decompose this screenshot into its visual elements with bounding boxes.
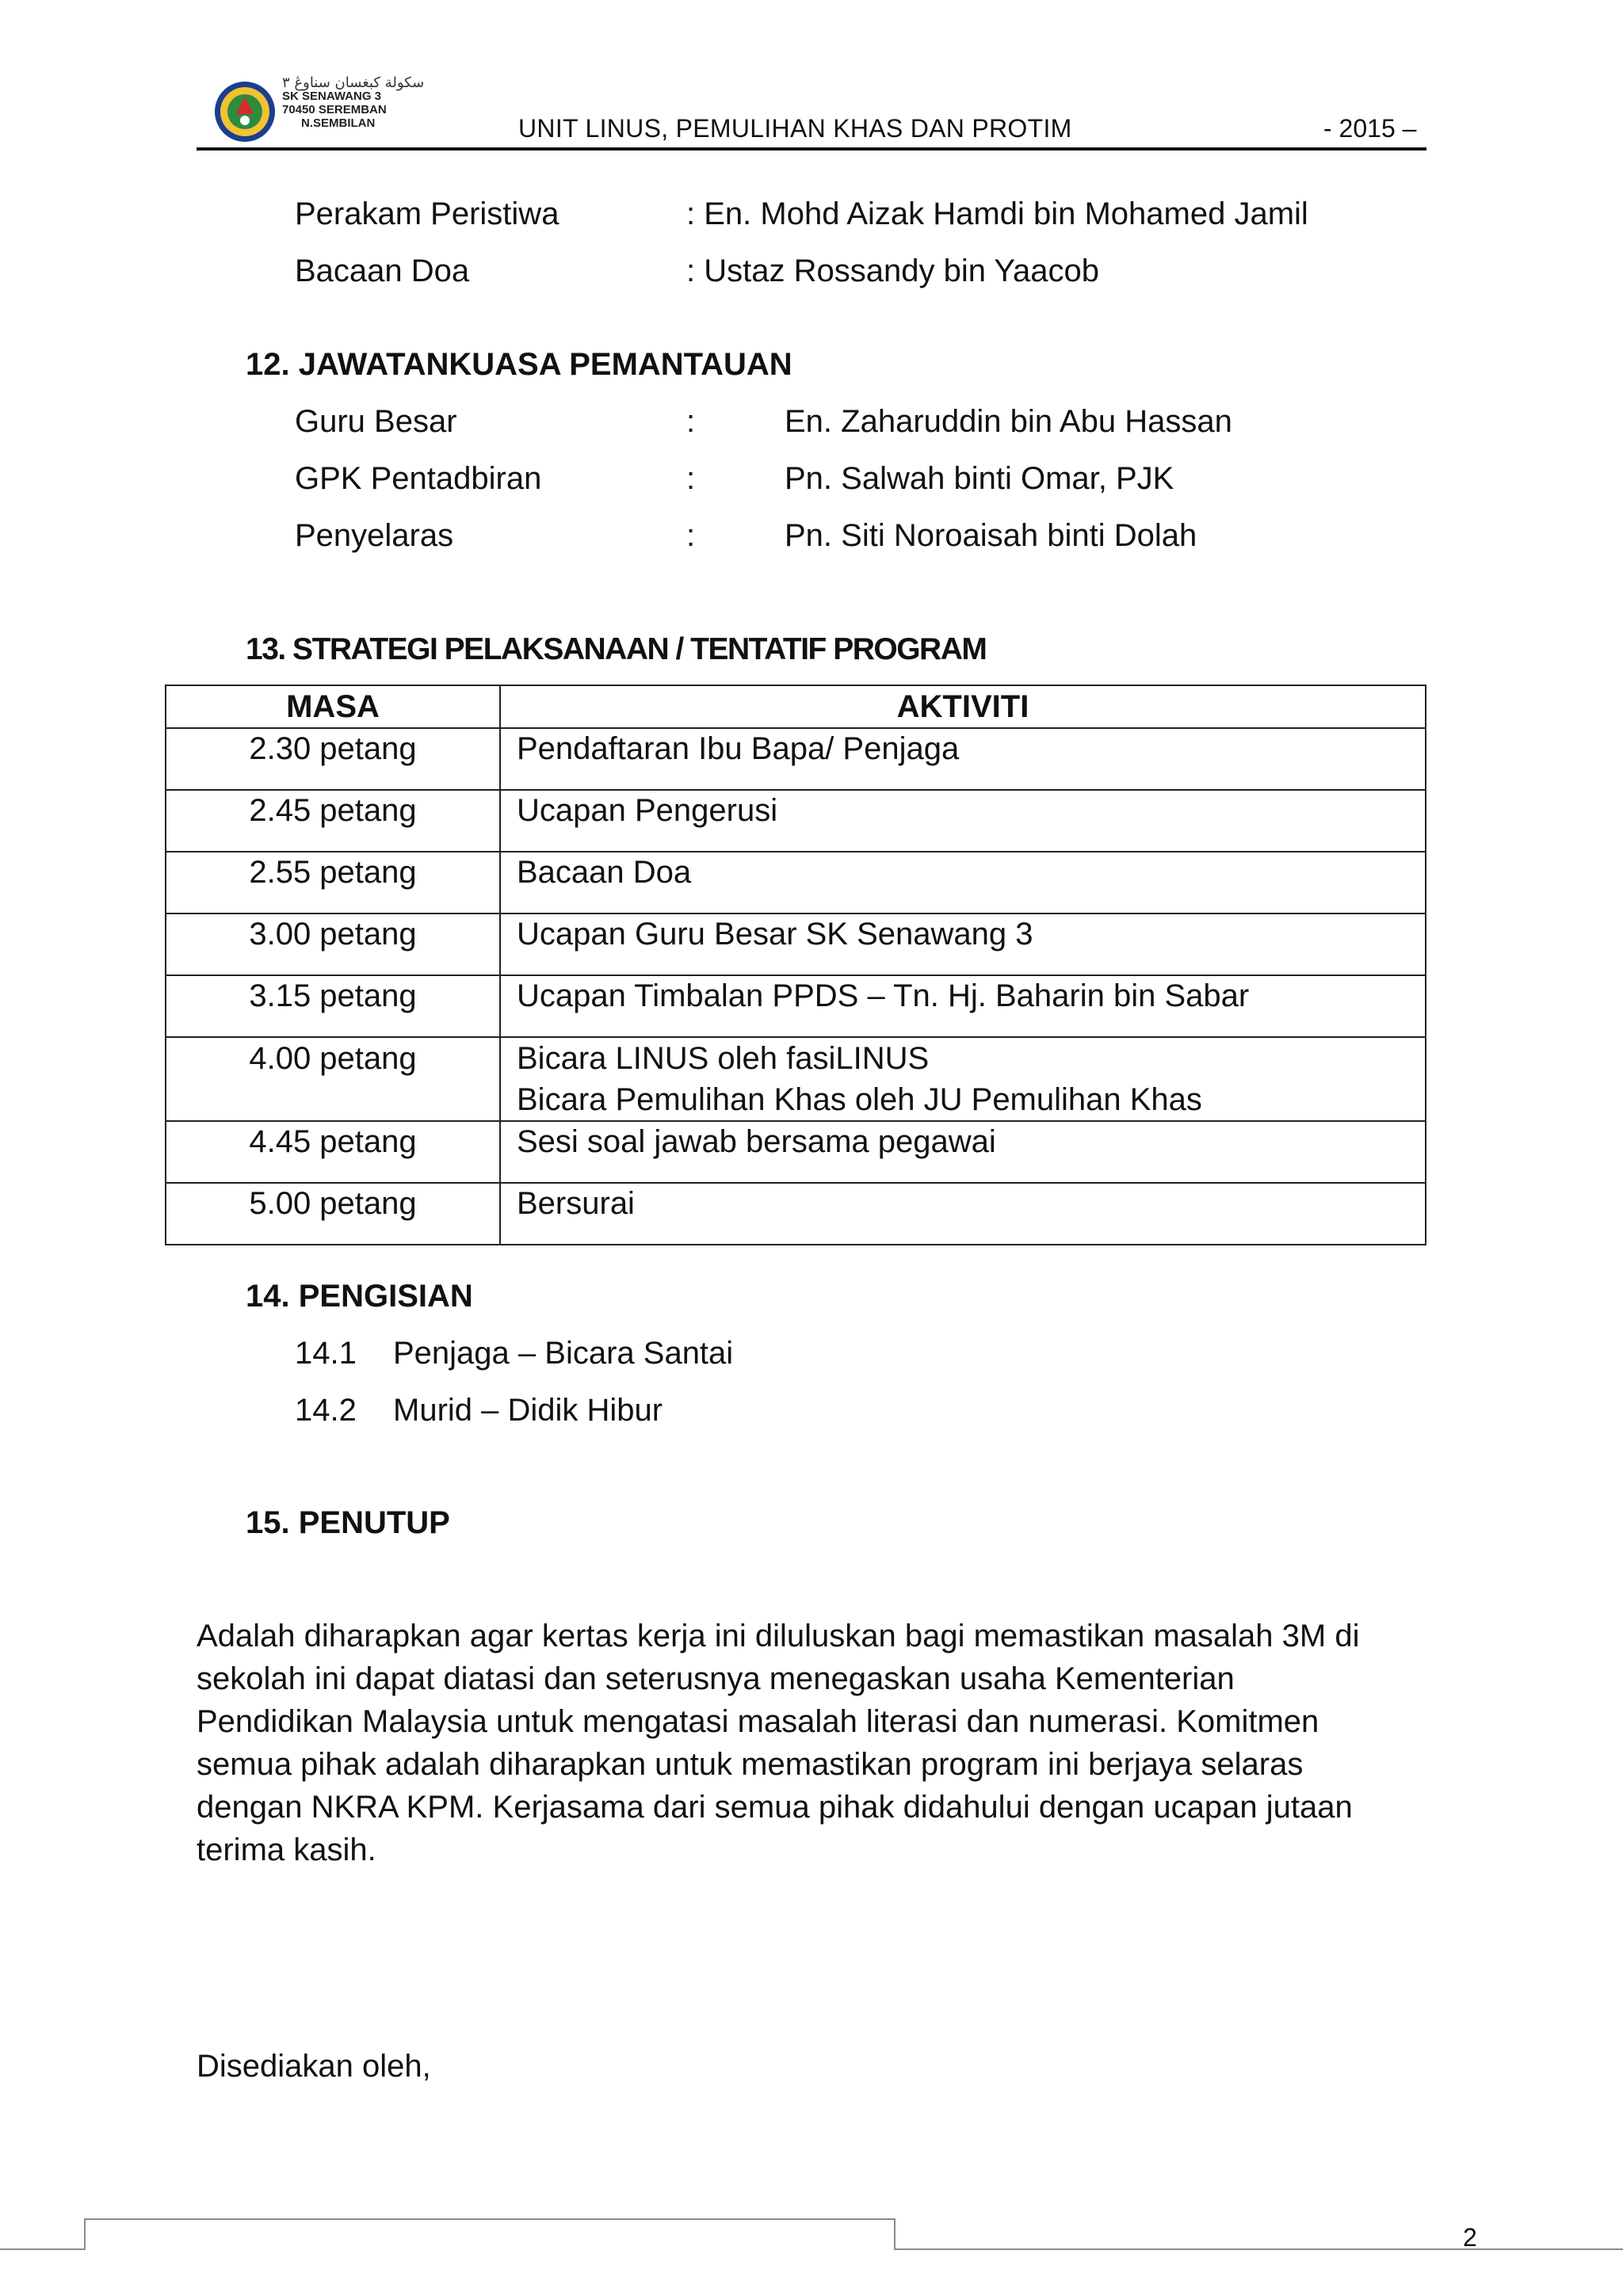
prepared-by: Disediakan oleh, (197, 2049, 431, 2084)
item-number: 14.1 (295, 1336, 357, 1371)
school-line: 70450 SEREMBAN (282, 103, 387, 116)
footer-rule-right (894, 2248, 1623, 2250)
cell-aktiviti: Ucapan Timbalan PPDS – Tn. Hj. Baharin bin Sabar (500, 975, 1426, 1037)
committee-colon: : (686, 518, 696, 553)
role-value: : Ustaz Rossandy bin Yaacob (686, 254, 1100, 288)
cell-aktiviti-line: Bicara Pemulihan Khas oleh JU Pemulihan Khas (517, 1082, 1202, 1117)
cell-masa: 3.00 petang (166, 913, 500, 975)
table-row (166, 1037, 1426, 1121)
paragraph-line: Adalah diharapkan agar kertas kerja ini diluluskan bagi memastikan masalah 3M di (197, 1619, 1360, 1653)
footer-rule-left (0, 2248, 86, 2250)
section-heading-13: 13. STRATEGI PELAKSANAAN / TENTATIF PROGRAM (246, 632, 987, 666)
table-header-row (166, 685, 1426, 728)
cell-masa: 5.00 petang (166, 1183, 500, 1245)
cell-masa: 2.45 petang (166, 790, 500, 852)
committee-value: En. Zaharuddin bin Abu Hassan (785, 404, 1232, 439)
page-number: 2 (1463, 2223, 1477, 2252)
committee-value: Pn. Salwah binti Omar, PJK (785, 461, 1174, 496)
header-title: UNIT LINUS, PEMULIHAN KHAS DAN PROTIM (518, 114, 1072, 143)
column-header-masa: MASA (166, 685, 500, 728)
section-heading-12: 12. JAWATANKUASA PEMANTAUAN (246, 347, 792, 382)
role-label: Perakam Peristiwa (295, 196, 559, 231)
table-row (166, 728, 1426, 790)
table-row (166, 1183, 1426, 1245)
program-table (165, 685, 1426, 1245)
footer-rule-notch (894, 2218, 896, 2250)
header-rule (197, 147, 1426, 151)
cell-aktiviti (500, 1037, 1426, 1121)
cell-aktiviti: Pendaftaran Ibu Bapa/ Penjaga (500, 728, 1426, 790)
cell-masa: 2.55 petang (166, 852, 500, 913)
committee-label: Penyelaras (295, 518, 454, 553)
role-label: Bacaan Doa (295, 254, 470, 288)
committee-label: Guru Besar (295, 404, 457, 439)
column-header-aktiviti: AKTIVITI (500, 685, 1426, 728)
section-heading-15: 15. PENUTUP (246, 1505, 450, 1540)
cell-aktiviti: Ucapan Guru Besar SK Senawang 3 (500, 913, 1426, 975)
committee-colon: : (686, 404, 696, 439)
item-number: 14.2 (295, 1393, 357, 1428)
school-name-jawi: سكولة كبغسان سناوڠ ٣ (282, 74, 425, 91)
paragraph-line: sekolah ini dapat diatasi dan seterusnya menegaskan usaha Kementerian (197, 1661, 1235, 1696)
table-row (166, 852, 1426, 913)
cell-masa: 4.00 petang (166, 1037, 500, 1121)
cell-masa: 3.15 petang (166, 975, 500, 1037)
school-address (282, 76, 424, 130)
committee-label: GPK Pentadbiran (295, 461, 542, 496)
school-line: SK SENAWANG 3 (282, 90, 382, 103)
cell-aktiviti: Bacaan Doa (500, 852, 1426, 913)
school-logo (212, 79, 277, 144)
section-heading-14: 14. PENGISIAN (246, 1279, 473, 1314)
table-row (166, 790, 1426, 852)
committee-value: Pn. Siti Noroaisah binti Dolah (785, 518, 1197, 553)
paragraph-line: terima kasih. (197, 1833, 376, 1867)
cell-aktiviti: Ucapan Pengerusi (500, 790, 1426, 852)
paragraph-line: semua pihak adalah diharapkan untuk memastikan program ini berjaya selaras (197, 1747, 1304, 1782)
paragraph-line: dengan NKRA KPM. Kerjasama dari semua pihak didahului dengan ucapan jutaan (197, 1790, 1353, 1825)
item-text: Penjaga – Bicara Santai (393, 1336, 734, 1371)
cell-aktiviti: Bersurai (500, 1183, 1426, 1245)
role-value: : En. Mohd Aizak Hamdi bin Mohamed Jamil (686, 196, 1308, 231)
footer-rule-notch (84, 2218, 86, 2250)
cell-aktiviti-line: Bicara LINUS oleh fasiLINUS (517, 1041, 930, 1076)
closing-paragraph (197, 1615, 1433, 1871)
cell-masa: 2.30 petang (166, 728, 500, 790)
footer-rule-top (84, 2218, 896, 2220)
table-row (166, 975, 1426, 1037)
table-row (166, 1121, 1426, 1183)
paragraph-line: Pendidikan Malaysia untuk mengatasi masalah literasi dan numerasi. Komitmen (197, 1704, 1319, 1739)
committee-colon: : (686, 461, 696, 496)
cell-masa: 4.45 petang (166, 1121, 500, 1183)
header-year: - 2015 – (1323, 114, 1417, 143)
table-row (166, 913, 1426, 975)
item-text: Murid – Didik Hibur (393, 1393, 663, 1428)
school-line: N.SEMBILAN (301, 116, 376, 130)
cell-aktiviti: Sesi soal jawab bersama pegawai (500, 1121, 1426, 1183)
